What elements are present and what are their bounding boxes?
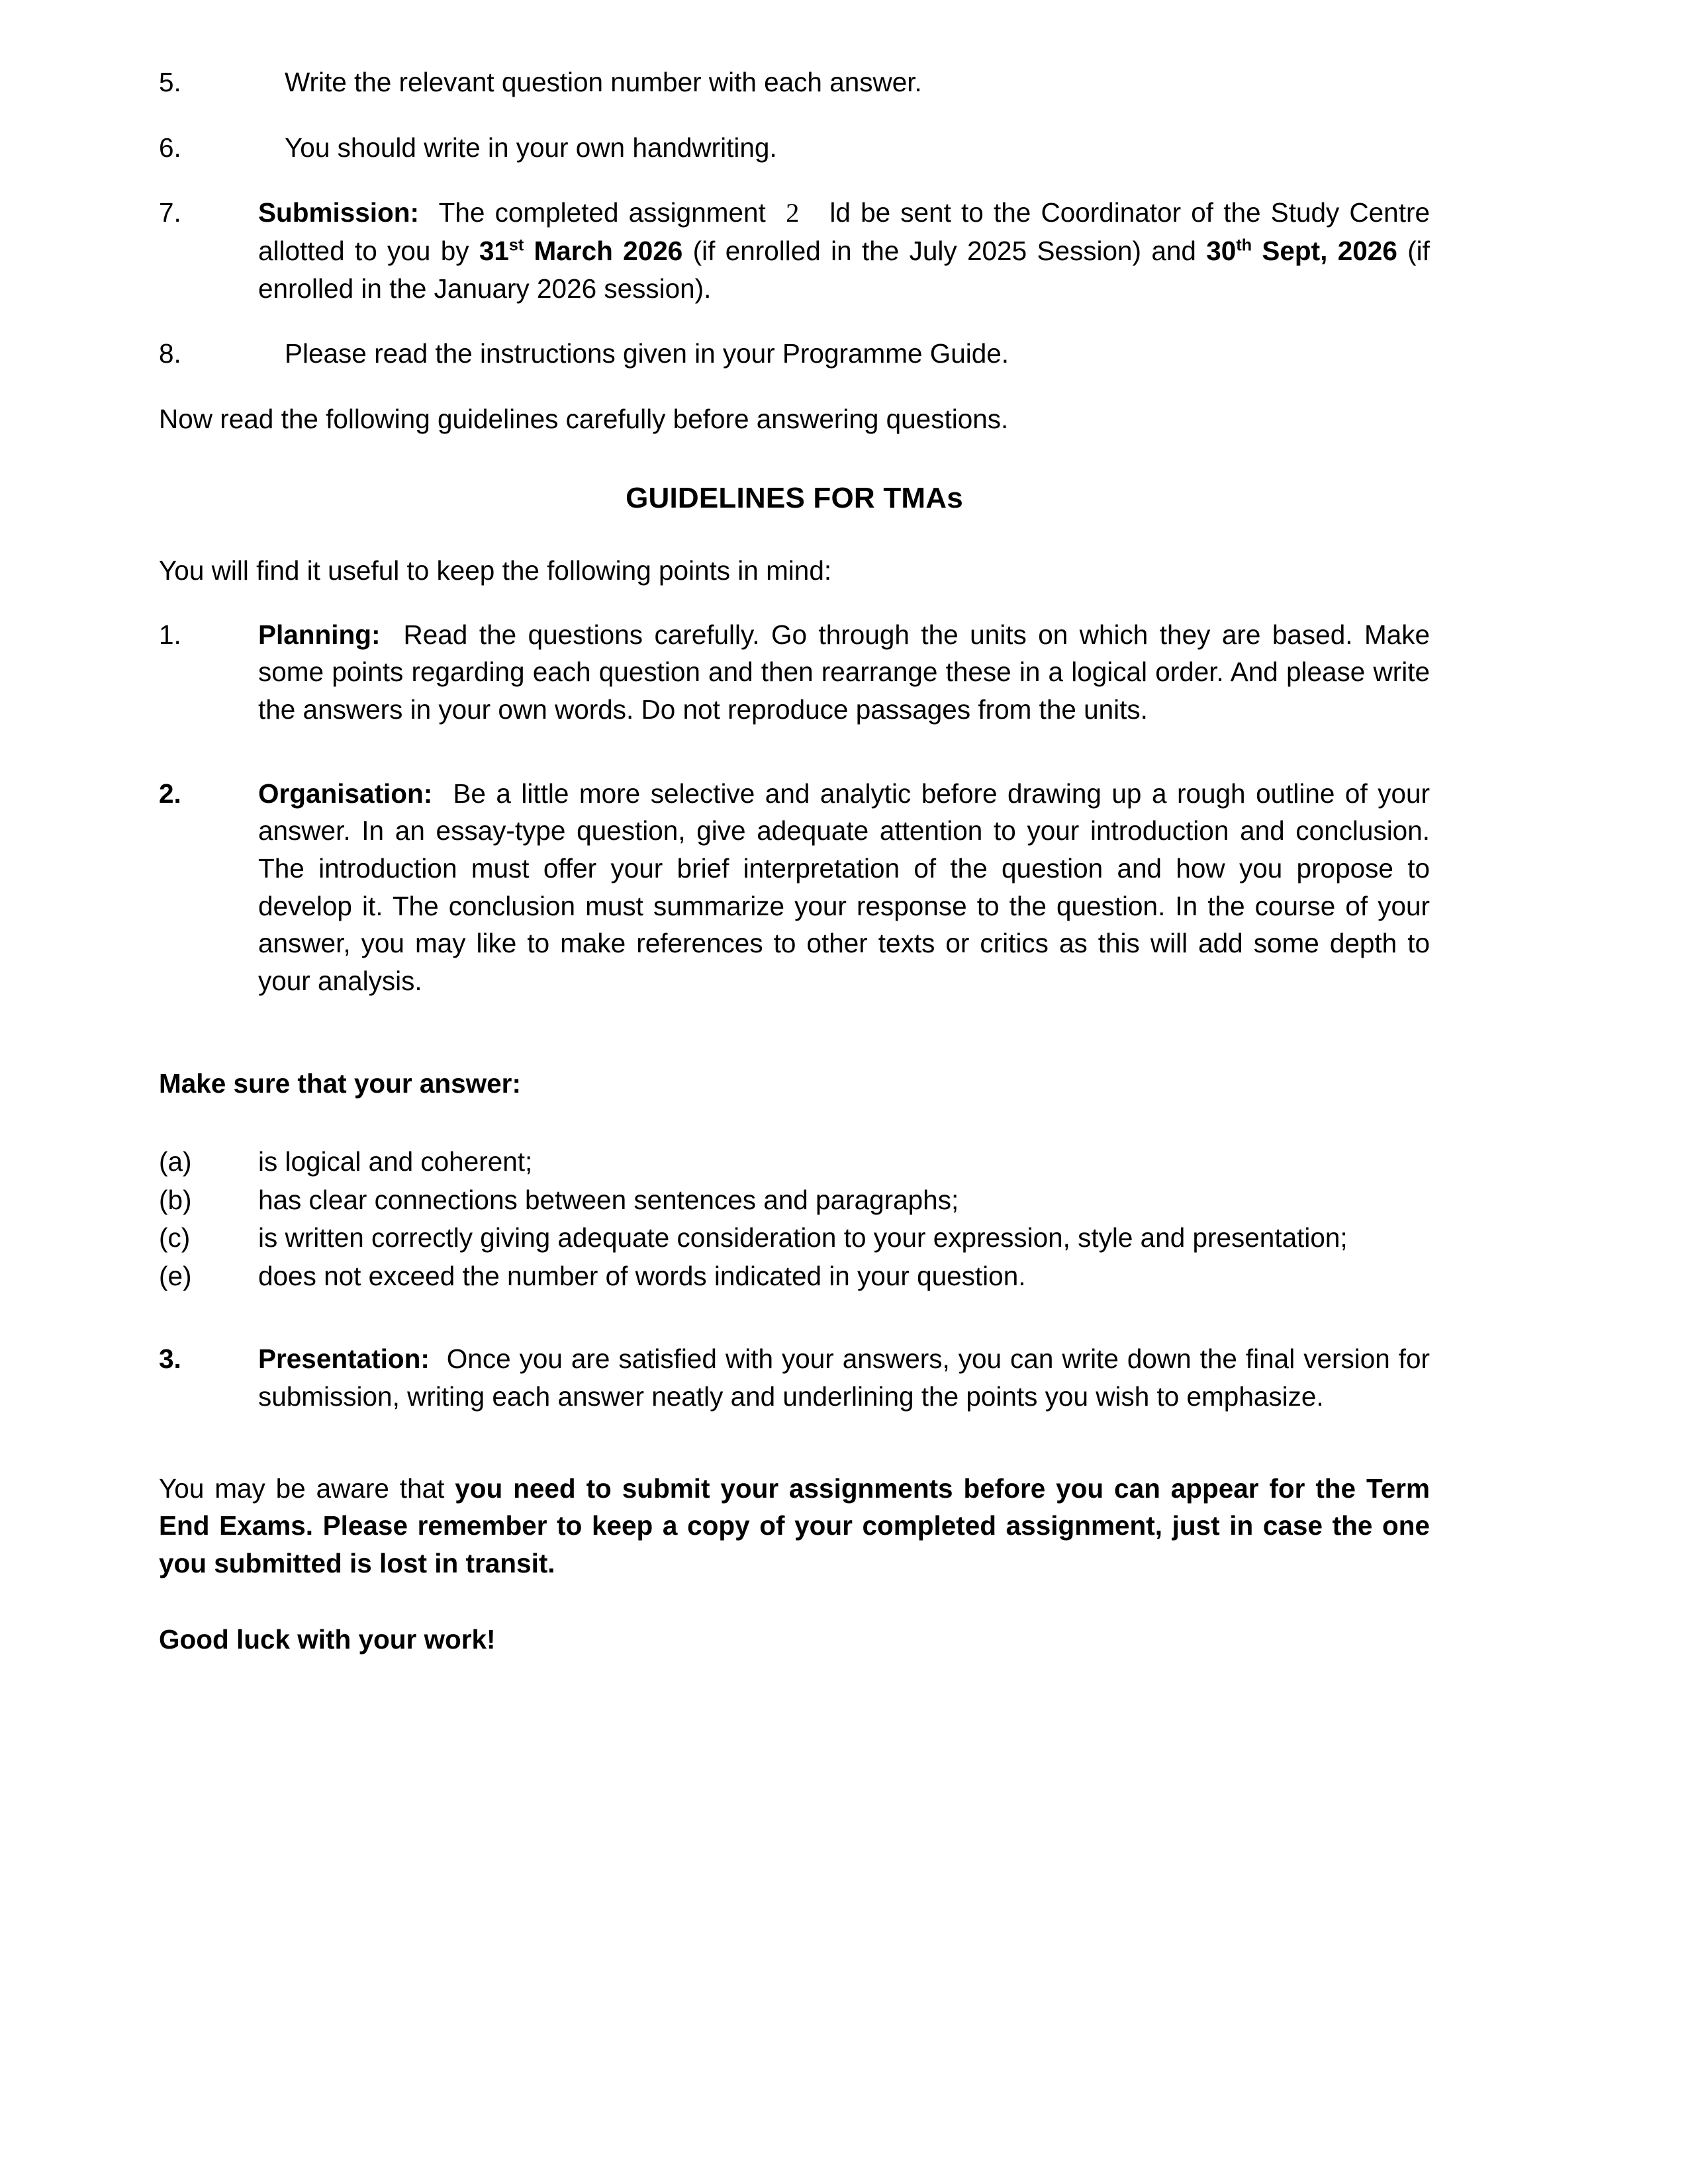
instruction-text: You should write in your own handwriting. — [285, 132, 777, 163]
guideline-text — [258, 1340, 1430, 1415]
date-2-ordinal-suffix: th — [1236, 236, 1252, 255]
guidelines-intro: You will find it useful to keep the following points in mind: — [159, 555, 832, 586]
instruction-text: Please read the instructions given in your Programme Guide. — [285, 338, 1009, 369]
spacer — [159, 1602, 1430, 1621]
submission-text-2: ld be sent to the Coordinator of the Study Centre allotted to you by — [258, 197, 1430, 267]
instruction-marker: 6. — [159, 132, 181, 163]
checklist-item — [159, 1143, 1430, 1181]
page-title: GUIDELINES FOR TMAs — [626, 481, 963, 514]
instruction-text-submission — [258, 194, 1430, 307]
checklist-text: has clear connections between sentences and paragraphs; — [258, 1184, 959, 1215]
submission-text-1: The completed assignment — [438, 197, 766, 228]
date-2-rest: Sept, 2026 — [1262, 236, 1397, 267]
date-1-ordinal-suffix: st — [508, 236, 524, 255]
submission-label: Submission: — [258, 197, 420, 228]
instruction-marker: 5. — [159, 67, 181, 97]
instruction-text: Write the relevant question number with each answer. — [285, 67, 922, 97]
instruction-item-7 — [159, 194, 1430, 307]
submission-date-2 — [1206, 236, 1397, 266]
guideline-marker: 2. — [159, 778, 181, 809]
spacer — [159, 515, 1430, 552]
guideline-item-planning — [159, 616, 1430, 729]
closing-note-bold: you need to submit your assignments before you can appear for the Term End Exams. Please remember to keep a copy of your completed assignment, just in case the one you submitted is lost in transit. — [159, 1473, 1430, 1579]
submission-text-4: (if enrolled in the January 2026 session). — [258, 236, 1430, 304]
spacer — [159, 756, 1430, 775]
guideline-text — [258, 775, 1430, 1000]
spacer — [159, 1443, 1430, 1470]
spacer — [159, 1124, 1430, 1143]
guideline-label-organisation: Organisation: — [258, 778, 433, 809]
checklist-marker: (e) — [159, 1260, 192, 1291]
guideline-body: Be a little more selective and analytic before drawing up a rough outline of your answer. In an essay-type question, give adequate attention to your introduction and conclusion. The introduction must offer your brief interpretation of the question and how you propose to develop it. The conclusion must summarize your response to the question. In the course of your answer, you may like to make references to other texts or critics as this will add some depth to your analysis. — [258, 778, 1430, 996]
read-guidelines-line: Now read the following guidelines carefully before answering questions. — [159, 404, 1009, 435]
instruction-item-5 — [159, 64, 1430, 101]
guideline-marker: 1. — [159, 619, 181, 650]
checklist-marker: (a) — [159, 1146, 192, 1177]
checklist-text: is written correctly giving adequate consideration to your expression, style and presentation; — [258, 1222, 1348, 1253]
checklist-text: is logical and coherent; — [258, 1146, 533, 1177]
guideline-marker: 3. — [159, 1343, 181, 1375]
instruction-item-8 — [159, 335, 1430, 373]
checklist-item — [159, 1181, 1430, 1220]
submission-text-3: (if enrolled in the July 2025 Session) and — [692, 236, 1196, 267]
closing-note-plain: You may be aware that — [159, 1473, 455, 1504]
closing-note — [159, 1470, 1430, 1582]
instruction-marker: 8. — [159, 338, 181, 369]
checklist-text: does not exceed the number of words indicated in your question. — [258, 1260, 1026, 1291]
guideline-text — [258, 616, 1430, 729]
spacer — [159, 1028, 1430, 1065]
instruction-item-6 — [159, 129, 1430, 167]
render-glitch-char: 2 — [786, 198, 800, 228]
instruction-marker: 7. — [159, 197, 181, 228]
date-1-number: 31 — [479, 236, 509, 267]
guideline-label-planning: Planning: — [258, 619, 381, 650]
guideline-label-presentation: Presentation: — [258, 1343, 430, 1375]
guideline-item-organisation — [159, 775, 1430, 1000]
answer-checklist — [159, 1143, 1430, 1295]
answer-checklist-lead-in: Make sure that your answer: — [159, 1068, 521, 1099]
guideline-body: Read the questions carefully. Go through the units on which they are based. Make some points regarding each question and then rearrange these in a logical order. And please write the answers in your own words. Do not reproduce passages from the units. — [258, 619, 1430, 725]
submission-date-1 — [479, 236, 682, 266]
checklist-item — [159, 1257, 1430, 1296]
instructions-list — [159, 64, 1430, 373]
guideline-item-presentation — [159, 1340, 1430, 1415]
spacer — [159, 1322, 1430, 1340]
good-luck-message: Good luck with your work! — [159, 1623, 496, 1655]
date-1-rest: March 2026 — [534, 236, 683, 267]
guideline-body: Once you are satisfied with your answers, you can write down the final version for submission, writing each answer neatly and underlining the points you wish to emphasize. — [258, 1343, 1430, 1412]
checklist-item — [159, 1219, 1430, 1257]
checklist-marker: (b) — [159, 1184, 192, 1215]
date-2-number: 30 — [1206, 236, 1237, 267]
checklist-marker: (c) — [159, 1222, 191, 1253]
